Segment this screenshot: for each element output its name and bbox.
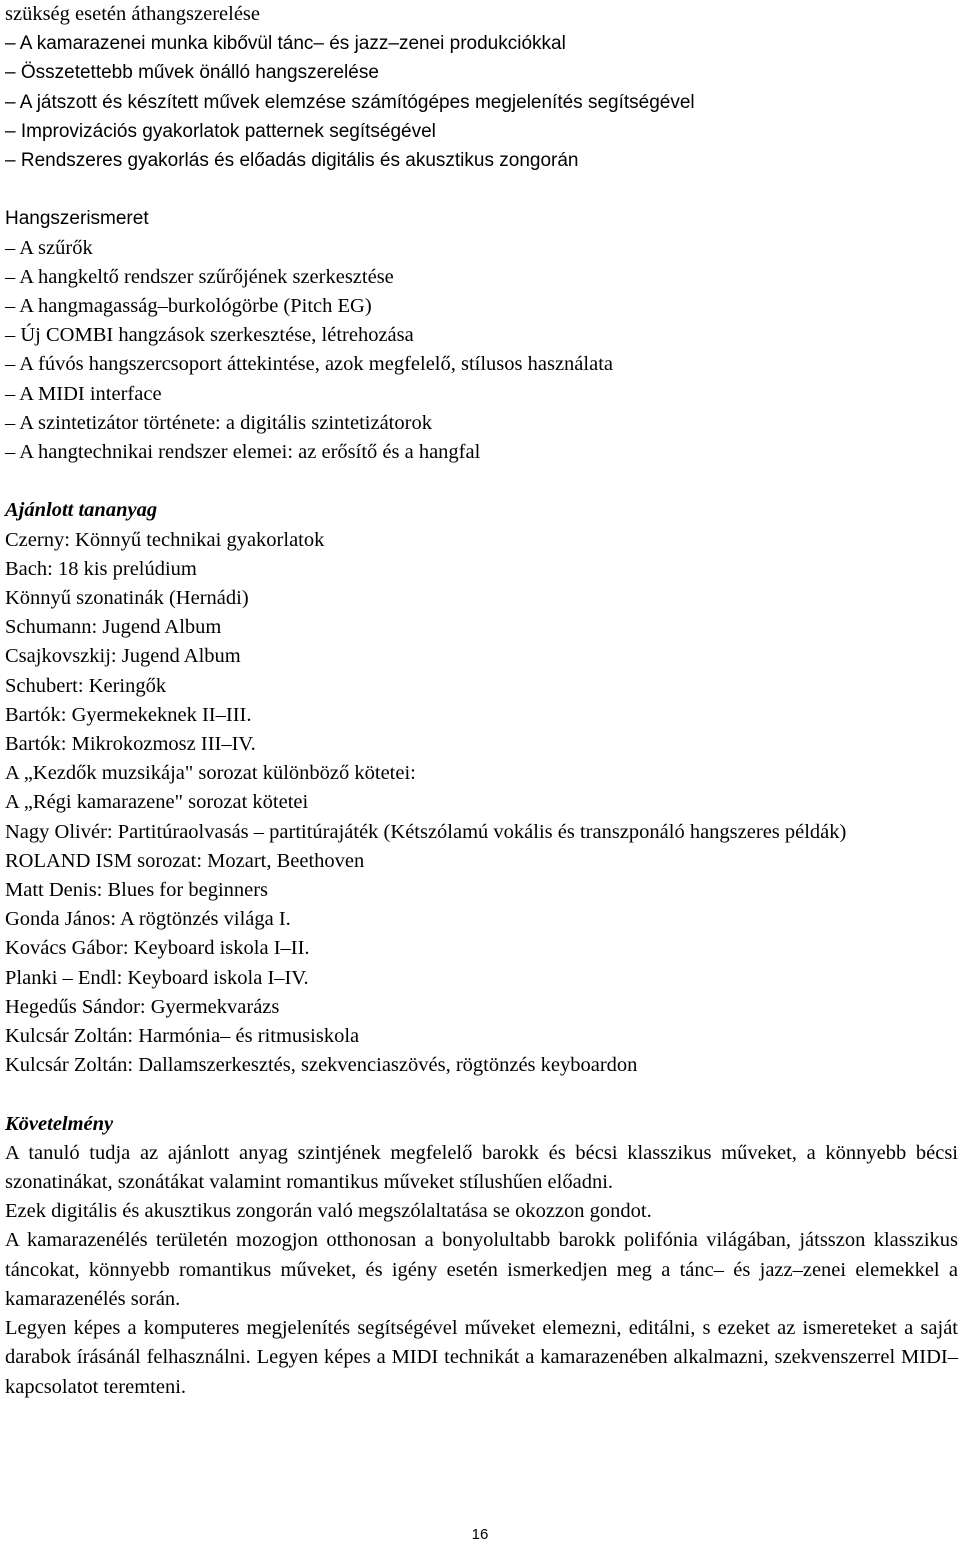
section-heading: Követelmény bbox=[5, 1112, 114, 1135]
paragraph: A tanuló tudja az ajánlott anyag szintjének megfelelő barokk és bécsi klasszikus műveket, a könnyebb bécsi szonatinákat, szonátákat valamint romantikus műveket stílushűen előadni. bbox=[5, 1141, 958, 1194]
list-item: – A kamarazenei munka kibővül tánc– és jazz–zenei produkciókkal bbox=[5, 33, 566, 55]
list-item: Matt Denis: Blues for beginners bbox=[5, 879, 269, 902]
list-item: Planki – Endl: Keyboard iskola I–IV. bbox=[5, 966, 309, 989]
list-item: A „Kezdők muzsikája" sorozat különböző kötetei: bbox=[5, 762, 416, 785]
list-item: – A hangtechnikai rendszer elemei: az erősítő és a hangfal bbox=[5, 441, 481, 464]
list-item: Kovács Gábor: Keyboard iskola I–II. bbox=[5, 937, 310, 960]
paragraph: A kamarazenélés területén mozogjon otthonosan a bonyolultabb barokk polifónia világában, játsszon klasszikus táncokat, könnyebb romantikus műveket, és igény esetén ismerkedjen meg a tánc– és jazz–zenei elemekkel a kamarazenélés során. bbox=[5, 1229, 958, 1310]
list-item: Kulcsár Zoltán: Harmónia– és ritmusiskola bbox=[5, 1025, 360, 1048]
list-item: Czerny: Könnyű technikai gyakorlatok bbox=[5, 528, 325, 551]
list-item: Nagy Olivér: Partitúraolvasás – partitúrajáték (Kétszólamú vokális és transzponáló hangszeres példák) bbox=[5, 820, 847, 843]
list-item: – A hangkeltő rendszer szűrőjének szerkesztése bbox=[5, 265, 394, 288]
list-item: – A MIDI interface bbox=[5, 382, 162, 405]
list-item: – A szűrők bbox=[5, 236, 93, 259]
section-ajanlott-tananyag bbox=[5, 496, 958, 1080]
list-item: – Összetettebb művek önálló hangszerelése bbox=[5, 62, 379, 84]
list-item: Gonda János: A rögtönzés világa I. bbox=[5, 908, 291, 931]
list-item: – Improvizációs gyakorlatok patternek segítségével bbox=[5, 120, 436, 142]
list-item: – A játszott és készített művek elemzése számítógépes megjelenítés segítségével bbox=[5, 91, 695, 113]
paragraph: Legyen képes a komputeres megjelenítés segítségével műveket elemezni, editálni, s ezeket az ismereteket a saját darabok írásánál felhasználni. Legyen képes a MIDI technikát a kamarazenében alkalmazni, szekvenszerrel MIDI–kapcsolatot teremteni. bbox=[5, 1317, 958, 1398]
list-item: ROLAND ISM sorozat: Mozart, Beethoven bbox=[5, 849, 365, 872]
list-item: Hegedűs Sándor: Gyermekvarázs bbox=[5, 995, 280, 1018]
list-item: Csajkovszkij: Jugend Album bbox=[5, 645, 241, 668]
list-item: Bach: 18 kis prelúdium bbox=[5, 557, 197, 580]
spacer bbox=[5, 467, 958, 496]
list-item: – Rendszeres gyakorlás és előadás digitális és akusztikus zongorán bbox=[5, 150, 579, 172]
list-item: Bartók: Gyermekeknek II–III. bbox=[5, 703, 252, 726]
list-item: – Új COMBI hangzások szerkesztése, létrehozása bbox=[5, 324, 414, 347]
section-heading: Ajánlott tananyag bbox=[5, 499, 158, 522]
document-page bbox=[5, 0, 958, 1402]
list-item: – A szintetizátor története: a digitális szintetizátorok bbox=[5, 411, 432, 434]
section-hangszerismeret bbox=[5, 204, 958, 467]
list-item: Könnyű szonatinák (Hernádi) bbox=[5, 587, 249, 610]
text-line: szükség esetén áthangszerelése bbox=[5, 3, 260, 25]
list-item: Schubert: Keringők bbox=[5, 674, 167, 697]
page-number: 16 bbox=[471, 1526, 489, 1543]
spacer bbox=[5, 175, 958, 204]
section-intro bbox=[5, 0, 958, 175]
spacer bbox=[5, 1080, 958, 1109]
list-item: – A fúvós hangszercsoport áttekintése, azok megfelelő, stílusos használata bbox=[5, 353, 613, 376]
section-kovetelmeny bbox=[5, 1110, 958, 1402]
list-item: – A hangmagasság–burkológörbe (Pitch EG) bbox=[5, 295, 372, 318]
list-item: Bartók: Mikrokozmosz III–IV. bbox=[5, 733, 256, 756]
list-item: Kulcsár Zoltán: Dallamszerkesztés, szekvenciaszövés, rögtönzés keyboardon bbox=[5, 1054, 638, 1077]
section-title: Hangszerismeret bbox=[5, 208, 149, 230]
paragraph: Ezek digitális és akusztikus zongorán való megszólaltatása se okozzon gondot. bbox=[5, 1200, 652, 1223]
list-item: A „Régi kamarazene" sorozat kötetei bbox=[5, 791, 309, 814]
list-item: Schumann: Jugend Album bbox=[5, 616, 222, 639]
